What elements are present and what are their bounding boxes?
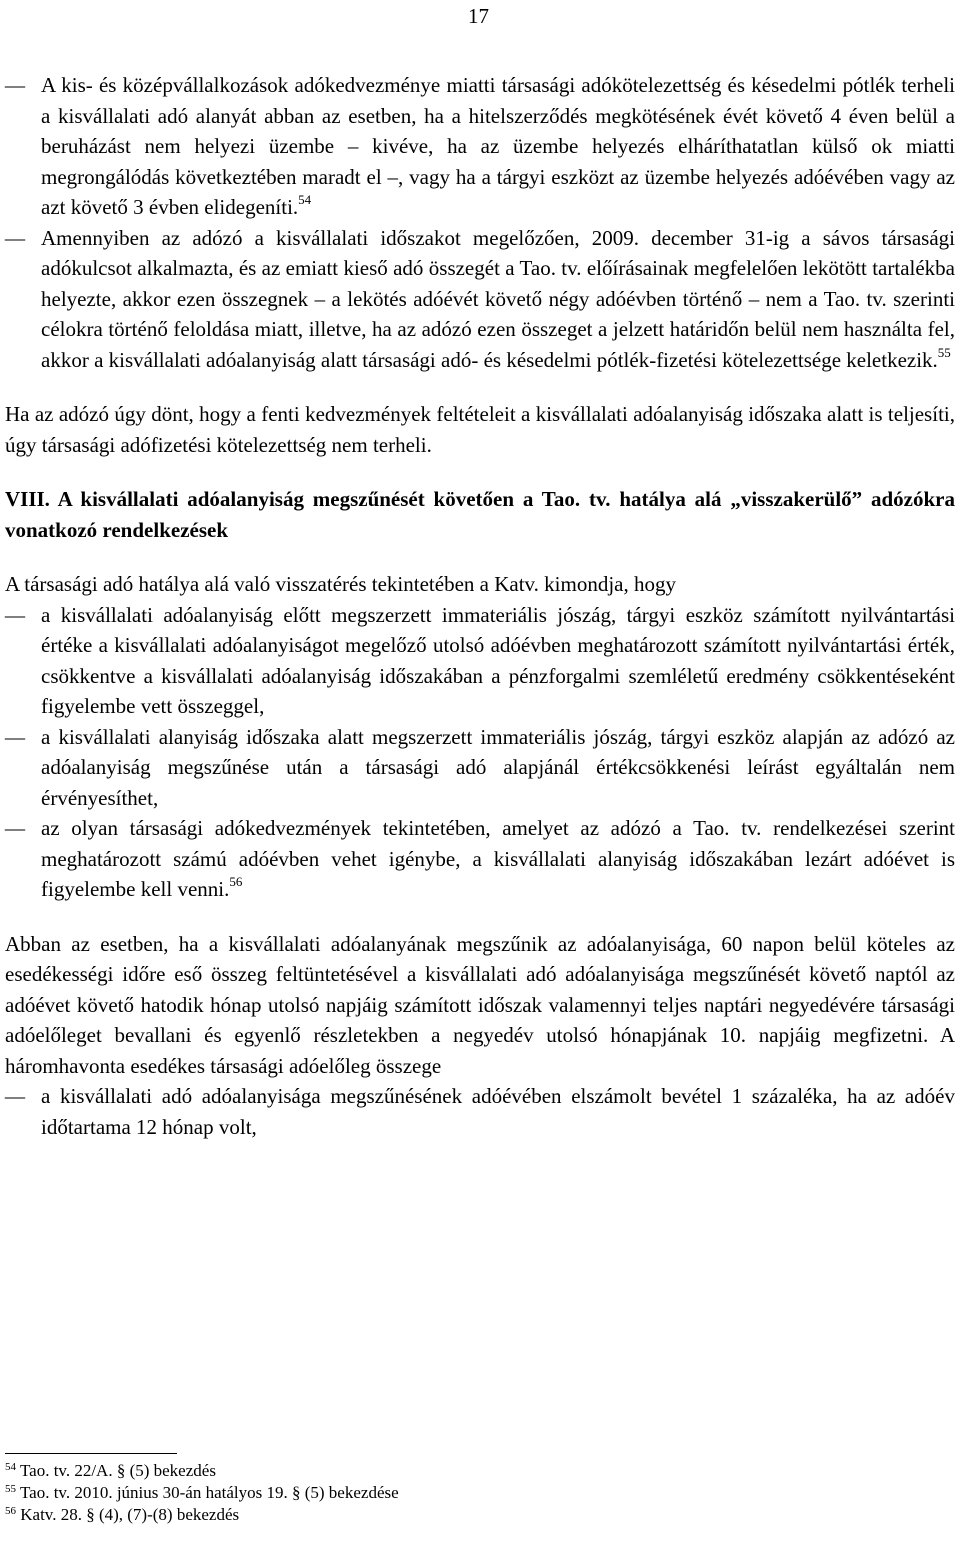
list-item-text: A kis- és középvállalkozások adókedvezménye miatti társasági adókötelezettség és késedelmi pótlék terheli a kisvállalati adó alanyát abban az esetben, ha a hitelszerződés megkötésének évét követő 4 éven belül a beruházást nem helyezi üzembe – kivéve, ha az üzembe helyezés elháríthatatlan külső ok miatti megrongálódás következtében maradt el –, vagy ha a tárgyi eszközt az üzembe helyezés adóévében vagy az azt követő 3 évben elidegeníti. <box>41 73 955 219</box>
footnote-ref: 54 <box>298 192 312 207</box>
list-item <box>5 70 955 223</box>
dash-bullet-icon <box>5 722 16 753</box>
paragraph: Ha az adózó úgy dönt, hogy a fenti kedvezmények feltételeit a kisvállalati adóalanyiság időszaka alatt is teljesíti, úgy társasági adófizetési kötelezettség nem terheli. <box>5 402 955 457</box>
bullet-list-a <box>5 70 955 375</box>
dash-bullet-icon <box>5 70 16 101</box>
intro-paragraph: A társasági adó hatálya alá való visszatérés tekintetében a Katv. kimondja, hogy <box>5 572 676 596</box>
footnote-text: Katv. 28. § (4), (7)-(8) bekezdés <box>20 1505 240 1524</box>
dash-bullet-icon <box>5 600 16 631</box>
page-number: 17 <box>468 4 489 28</box>
footnote-ref: 55 <box>937 344 951 360</box>
section-heading: VIII. A kisvállalati adóalanyiság megszűnését követően a Tao. tv. hatálya alá „visszakerülő” adózókra vonatkozó rendelkezések <box>5 487 955 542</box>
footnote-number: 55 <box>5 1483 16 1495</box>
footnote <box>5 1482 955 1504</box>
list-item-text: a kisvállalati adó adóalanyisága megszűnésének adóévében elszámolt bevétel 1 százaléka, ha az adóév időtartama 12 hónap volt, <box>41 1084 955 1139</box>
footnote <box>5 1504 955 1526</box>
list-item <box>5 600 955 722</box>
bullet-list-c <box>5 1081 955 1142</box>
list-item <box>5 223 955 376</box>
bullet-list-b <box>5 600 955 905</box>
footnote-text: Tao. tv. 22/A. § (5) bekezdés <box>19 1461 216 1480</box>
footnote-separator <box>5 1453 177 1454</box>
footnote-text: Tao. tv. 2010. június 30-án hatályos 19. § (5) bekezdése <box>19 1483 399 1502</box>
list-item-text: az olyan társasági adókedvezmények tekintetében, amelyet az adózó a Tao. tv. rendelkezései szerint meghatározott számú adóévben vehet igénybe, a kisvállalati alanyiság időszakában lezárt adóévet is figyelembe kell venni. <box>41 816 955 901</box>
footnote-number: 54 <box>5 1461 16 1473</box>
dash-bullet-icon <box>5 223 16 254</box>
footnote-number: 56 <box>5 1505 16 1517</box>
dash-bullet-icon <box>5 813 16 844</box>
list-item-text: a kisvállalati adóalanyiság előtt megszerzett immateriális jószág, tárgyi eszköz számított nyilvántartási értéke a kisvállalati adóalanyiságot megelőző utolsó adóévben meghatározott számított nyilvántartási érték, csökkentve a kisvállalati adóalanyiság időszakában a pénzforgalmi szemléletű eredmény csökkentéseként figyelembe vett összeggel, <box>41 602 955 718</box>
list-item-text: Amennyiben az adózó a kisvállalati időszakot megelőzően, 2009. december 31-ig a sávos társasági adókulcsot alkalmazta, és az emiatt kieső adó összegét a Tao. tv. előírásainak megfelelően lekötött tartalékba helyezte, akkor ezen összegnek – a lekötés adóévét követő négy adóévben történő – nem a Tao. tv. szerinti célokra történő feloldása miatt, illetve, ha az adózó ezen összeget a jelzett határidőn belül nem használta fel, akkor a kisvállalati adóalanyiság alatt társasági adó- és késedelmi pótlék-fizetési kötelezettsége keletkezik. <box>41 225 955 372</box>
footnote <box>5 1460 955 1482</box>
document-body <box>5 70 955 1142</box>
footnotes <box>5 1453 955 1526</box>
list-item <box>5 1081 955 1142</box>
list-item-text: a kisvállalati alanyiság időszaka alatt megszerzett immateriális jószág, tárgyi eszköz alapján az adózó az adóalanyiság megszűnése után a társasági adó alapjánál értékcsökkenési leírást egyáltalán nem érvényesíthet, <box>41 724 955 810</box>
footnote-ref: 56 <box>229 874 243 889</box>
dash-bullet-icon <box>5 1081 16 1112</box>
list-item <box>5 813 955 905</box>
list-item <box>5 722 955 814</box>
paragraph: Abban az esetben, ha a kisvállalati adóalanyának megszűnik az adóalanyisága, 60 napon belül köteles az esedékességi időre eső összeg feltüntetésével a kisvállalati adó adóalanyisága megszűnését követő naptól az adóévet követő hatodik hónap utolsó napjáig számított időszak valamennyi teljes naptári negyedévére társasági adóelőleget bevallani és egyenlő részletekben a negyedév utolsó hónapjának 10. napjáig megfizetni. A háromhavonta esedékes társasági adóelőleg összege <box>5 931 955 1078</box>
